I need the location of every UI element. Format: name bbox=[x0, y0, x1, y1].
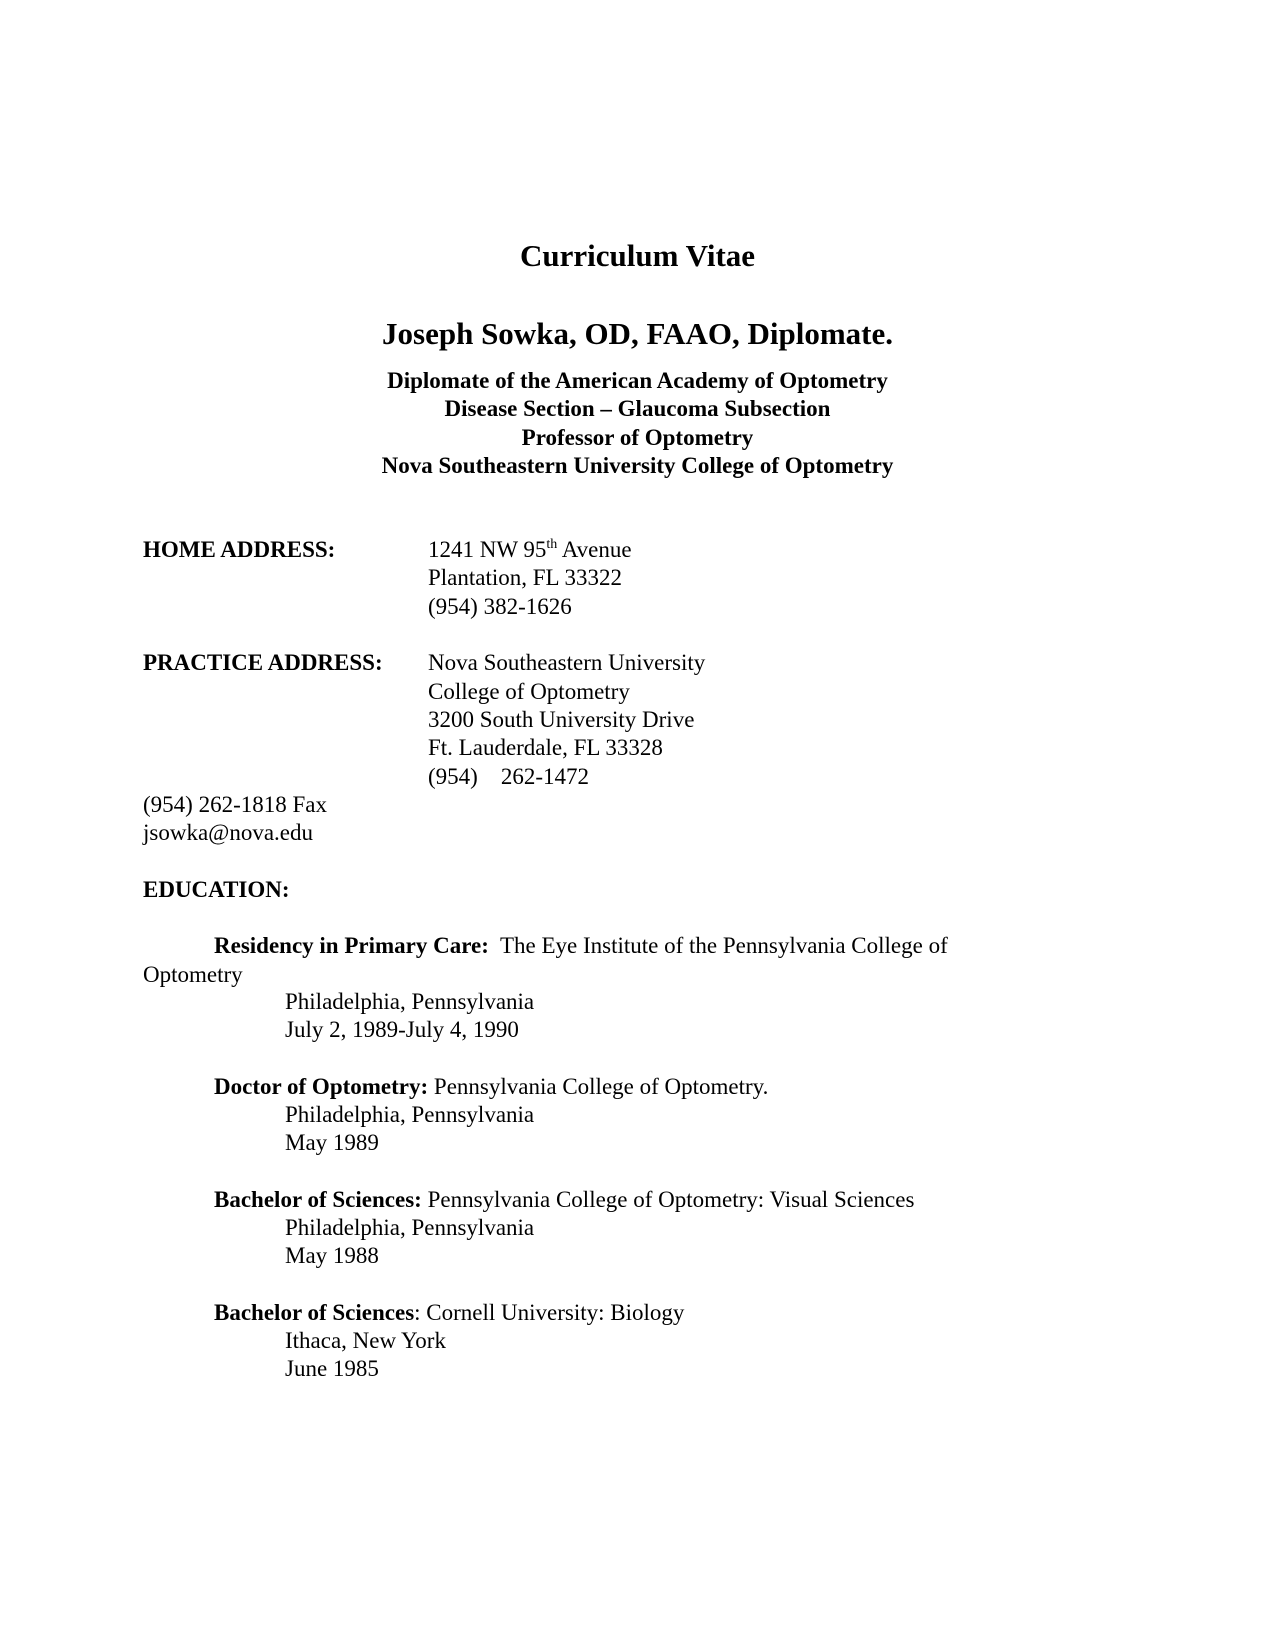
education-entry-3-date: May 1988 bbox=[285, 1243, 379, 1268]
home-address-label: HOME ADDRESS: bbox=[143, 537, 336, 562]
subtitle-line-2: Disease Section – Glaucoma Subsection bbox=[444, 396, 831, 421]
education-entry-4-location: Ithaca, New York bbox=[285, 1328, 446, 1353]
education-entry-2-institution: Pennsylvania College of Optometry. bbox=[433, 1074, 769, 1099]
home-street-name: Avenue bbox=[557, 537, 632, 562]
person-name: Joseph Sowka, OD, FAAO, Diplomate. bbox=[382, 316, 893, 351]
education-entry-2-location: Philadelphia, Pennsylvania bbox=[285, 1102, 535, 1127]
practice-fax: (954) 262-1818 Fax bbox=[143, 792, 327, 817]
practice-line-1: Nova Southeastern University bbox=[428, 650, 706, 675]
education-entry-3-degree: Bachelor of Sciences: bbox=[214, 1187, 422, 1212]
education-entry-4-date: June 1985 bbox=[285, 1356, 379, 1381]
practice-line-2: College of Optometry bbox=[428, 679, 630, 704]
education-entry-2-date: May 1989 bbox=[285, 1130, 379, 1155]
subtitle-line-4: Nova Southeastern University College of Optometry bbox=[381, 453, 894, 478]
education-entry-3-institution: Pennsylvania College of Optometry: Visual Sciences bbox=[427, 1187, 915, 1212]
home-street-ordinal: th bbox=[546, 537, 558, 552]
practice-line-4: Ft. Lauderdale, FL 33328 bbox=[428, 735, 663, 760]
education-entry-2-degree: Doctor of Optometry: bbox=[214, 1074, 429, 1099]
practice-line-3: 3200 South University Drive bbox=[428, 707, 695, 732]
document-title: Curriculum Vitae bbox=[519, 238, 756, 273]
education-entry-4-degree: Bachelor of Sciences bbox=[214, 1300, 415, 1325]
education-heading: EDUCATION: bbox=[143, 877, 290, 902]
education-entry-1-institution-cont: Optometry bbox=[143, 962, 243, 987]
subtitle-line-3: Professor of Optometry bbox=[521, 425, 754, 450]
education-entry-3-location: Philadelphia, Pennsylvania bbox=[285, 1215, 535, 1240]
subtitle-line-1: Diplomate of the American Academy of Optometry bbox=[387, 368, 888, 393]
education-entry-1-location: Philadelphia, Pennsylvania bbox=[285, 989, 535, 1014]
education-entry-1-date: July 2, 1989-July 4, 1990 bbox=[285, 1017, 519, 1042]
education-entry-1-institution: The Eye Institute of the Pennsylvania College of bbox=[499, 933, 948, 958]
education-entry-2-header bbox=[214, 1072, 768, 1102]
education-entry-4-institution: : Cornell University: Biology bbox=[414, 1300, 685, 1325]
practice-phone: (954) 262-1472 bbox=[428, 764, 589, 789]
education-entry-4-header bbox=[214, 1298, 684, 1328]
education-entry-1-header bbox=[214, 931, 948, 961]
home-city: Plantation, FL 33322 bbox=[428, 565, 623, 590]
practice-address-label: PRACTICE ADDRESS: bbox=[143, 650, 383, 675]
education-entry-3-header bbox=[214, 1185, 914, 1215]
practice-email: jsowka@nova.edu bbox=[143, 820, 314, 845]
home-phone: (954) 382-1626 bbox=[428, 594, 572, 619]
education-entry-1-degree: Residency in Primary Care: bbox=[214, 933, 489, 958]
home-street bbox=[428, 535, 632, 565]
home-street-number: 1241 NW 95 bbox=[428, 537, 547, 562]
